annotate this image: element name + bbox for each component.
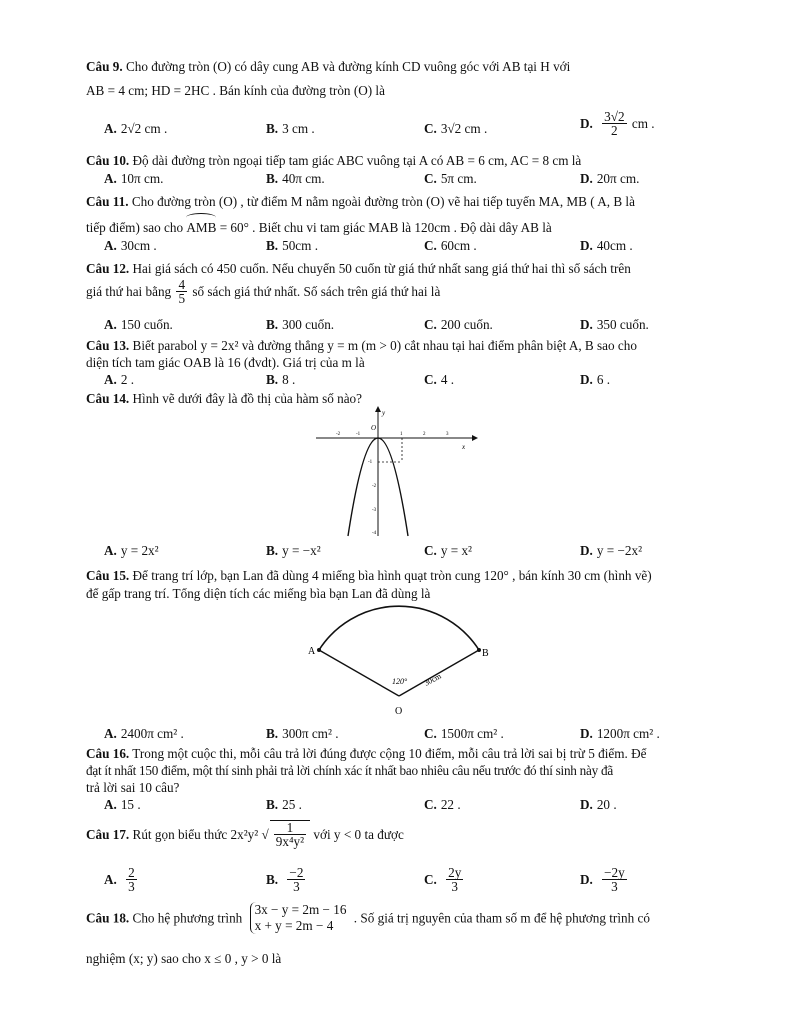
fraction: $\frac{4}{5}$ [178, 277, 186, 306]
option-d[interactable]: D. $\frac{3√2}{2}$ cm . [580, 109, 655, 138]
radical: $\frac{1}{\text{9x⁴y²}}$ [270, 820, 310, 848]
y-axis-label: y [382, 409, 386, 417]
question-12: Câu 12. Hai giá sách có 450 cuốn. Nếu chuyển 50 cuốn từ giá thứ nhất sang giá thứ hai thì số sách trên [86, 261, 631, 276]
option-a[interactable]: A. 15 . [104, 797, 141, 812]
option-d[interactable]: D. 20 . [580, 797, 617, 812]
option-b[interactable]: B. 25 . [266, 797, 302, 812]
sector-figure [300, 602, 500, 720]
question-18: Câu 18. Cho hệ phương trình 3x − y = 2m − 16 x + y = 2m − 4 . Số giá trị nguyên của tham số m để hệ phương trình có [86, 902, 650, 933]
radius-oa [319, 650, 399, 696]
option-b[interactable]: B. $\frac{-2}{3}$ [266, 865, 304, 894]
x-tick-label: 2 [423, 432, 426, 437]
option-a[interactable]: A. 2 . [104, 372, 135, 387]
option-c[interactable]: C. 200 cuốn. [424, 317, 493, 332]
sector-arc [319, 606, 479, 650]
option-d[interactable]: D. 350 cuốn. [580, 317, 649, 332]
y-tick-label: -4 [372, 531, 377, 536]
arc-amb: AMB [186, 217, 216, 236]
x-axis-label: x [462, 443, 466, 451]
origin-label: O [371, 424, 377, 432]
option-c[interactable]: C. 3√2 cm . [424, 121, 488, 136]
option-a[interactable]: A. $\frac{2}{3}$ [104, 865, 135, 894]
question-16-line3: trả lời sai 10 câu? [86, 780, 180, 795]
question-text: Cho đường tròn (O) có dây cung AB và đường kính CD vuông góc với AB tại H với [125, 59, 571, 74]
y-tick-label: -1 [368, 460, 373, 465]
question-16: Câu 16. Trong một cuộc thi, mỗi câu trả lời đúng được cộng 10 điểm, mỗi câu trả lời sai bị trừ 5 điểm. Để [86, 746, 647, 761]
question-label: Câu 9. [86, 59, 123, 74]
option-d[interactable]: D. 1200π cm² . [580, 726, 660, 741]
option-b[interactable]: B. 300 cuốn. [266, 317, 335, 332]
question-13-line2: diện tích tam giác OAB là 16 (đvdt). Giá trị của m là [86, 355, 365, 370]
y-tick-label: -2 [372, 484, 377, 489]
y-axis-arrow [375, 406, 381, 412]
option-a[interactable]: A. y = 2x² [104, 543, 159, 558]
question-11: Câu 11. Cho đường tròn (O) , từ điểm M nằm ngoài đường tròn (O) vẽ hai tiếp tuyến MA, MB ( A, B là [86, 194, 635, 209]
question-13: Câu 13. Biết parabol y = 2x² và đường thẳng y = m (m > 0) cắt nhau tại hai điểm phân biệt A, B sao cho [86, 338, 637, 353]
point-b-dot [477, 648, 481, 652]
option-a[interactable]: A. 2400π cm² . [104, 726, 184, 741]
label-o: O [395, 706, 403, 717]
option-c[interactable]: C. 22 . [424, 797, 461, 812]
option-d[interactable]: D. y = −2x² [580, 543, 643, 558]
x-tick-label: 3 [446, 432, 449, 437]
option-b[interactable]: B. 50cm . [266, 238, 318, 253]
option-c[interactable]: C. 5π cm. [424, 171, 477, 186]
x-axis-arrow [472, 435, 478, 441]
option-c[interactable]: C. 4 . [424, 372, 455, 387]
parabola-graph [310, 406, 480, 538]
option-b[interactable]: B. 40π cm. [266, 171, 325, 186]
label-radius: 30cm [422, 671, 443, 688]
option-d[interactable]: D. 20π cm. [580, 171, 640, 186]
option-b[interactable]: B. y = −x² [266, 543, 321, 558]
option-c[interactable]: C. y = x² [424, 543, 473, 558]
label-angle: 120° [392, 677, 408, 686]
question-14: Câu 14. Hình vẽ dưới đây là đồ thị của hàm số nào? [86, 391, 362, 406]
option-c[interactable]: C. 60cm . [424, 238, 477, 253]
label-b: B [482, 648, 489, 659]
y-tick-label: -3 [372, 508, 377, 513]
question-11-line2: tiếp điểm) sao cho AMB = 60° . Biết chu vi tam giác MAB là 120cm . Độ dài dây AB là [86, 217, 722, 236]
question-15-line2: để gấp trang trí. Tổng diện tích các miếng bìa bạn Lan đã dùng là [86, 586, 431, 601]
x-tick-label: -2 [336, 432, 341, 437]
option-a[interactable]: A. 10π cm. [104, 171, 164, 186]
option-b[interactable]: B. 300π cm² . [266, 726, 339, 741]
option-c[interactable]: C. $\frac{2y}{3}$ [424, 865, 462, 894]
option-a[interactable]: A. 30cm . [104, 238, 157, 253]
equation-system: 3x − y = 2m − 16 x + y = 2m − 4 [250, 902, 347, 934]
question-17: Câu 17. Rút gọn biểu thức 2x²y² √ $\frac{1}{\text{9x⁴y²}}$ với y < 0 ta được [86, 820, 404, 849]
question-text: AB = 4 cm; HD = 2HC . Bán kính của đường tròn (O) là [86, 83, 385, 98]
option-a[interactable]: A. 2√2 cm . [104, 121, 168, 136]
option-d[interactable]: D. $\frac{-2y}{3}$ [580, 865, 625, 894]
option-b[interactable]: B. 3 cm . [266, 121, 315, 136]
option-a[interactable]: A. 150 cuốn. [104, 317, 173, 332]
option-b[interactable]: B. 8 . [266, 372, 296, 387]
option-c[interactable]: C. 1500π cm² . [424, 726, 504, 741]
point-a-dot [317, 648, 321, 652]
question-15: Câu 15. Để trang trí lớp, bạn Lan đã dùng 4 miếng bìa hình quạt tròn cung 120° , bán kính 30 cm (hình vẽ) [86, 568, 652, 583]
x-tick-label: 1 [400, 432, 403, 437]
question-9 [86, 58, 722, 75]
question-18-line2: nghiệm (x; y) sao cho x ≤ 0 , y > 0 là [86, 951, 282, 966]
question-16-line2: đạt ít nhất 150 điểm, một thí sinh phải trả lời chính xác ít nhất bao nhiêu câu nếu trước đó thí sinh này đã [86, 763, 613, 778]
question-10: Câu 10. Độ dài đường tròn ngoại tiếp tam giác ABC vuông tại A có AB = 6 cm, AC = 8 cm là [86, 153, 582, 168]
question-9-line2 [86, 82, 722, 99]
x-tick-label: -1 [356, 432, 361, 437]
question-12-line2: giá thứ hai bằng $\frac{4}{5}$ số sách giá thứ nhất. Số sách trên giá thứ hai là [86, 277, 441, 306]
option-d[interactable]: D. 6 . [580, 372, 611, 387]
label-a: A [308, 646, 316, 657]
option-d[interactable]: D. 40cm . [580, 238, 633, 253]
